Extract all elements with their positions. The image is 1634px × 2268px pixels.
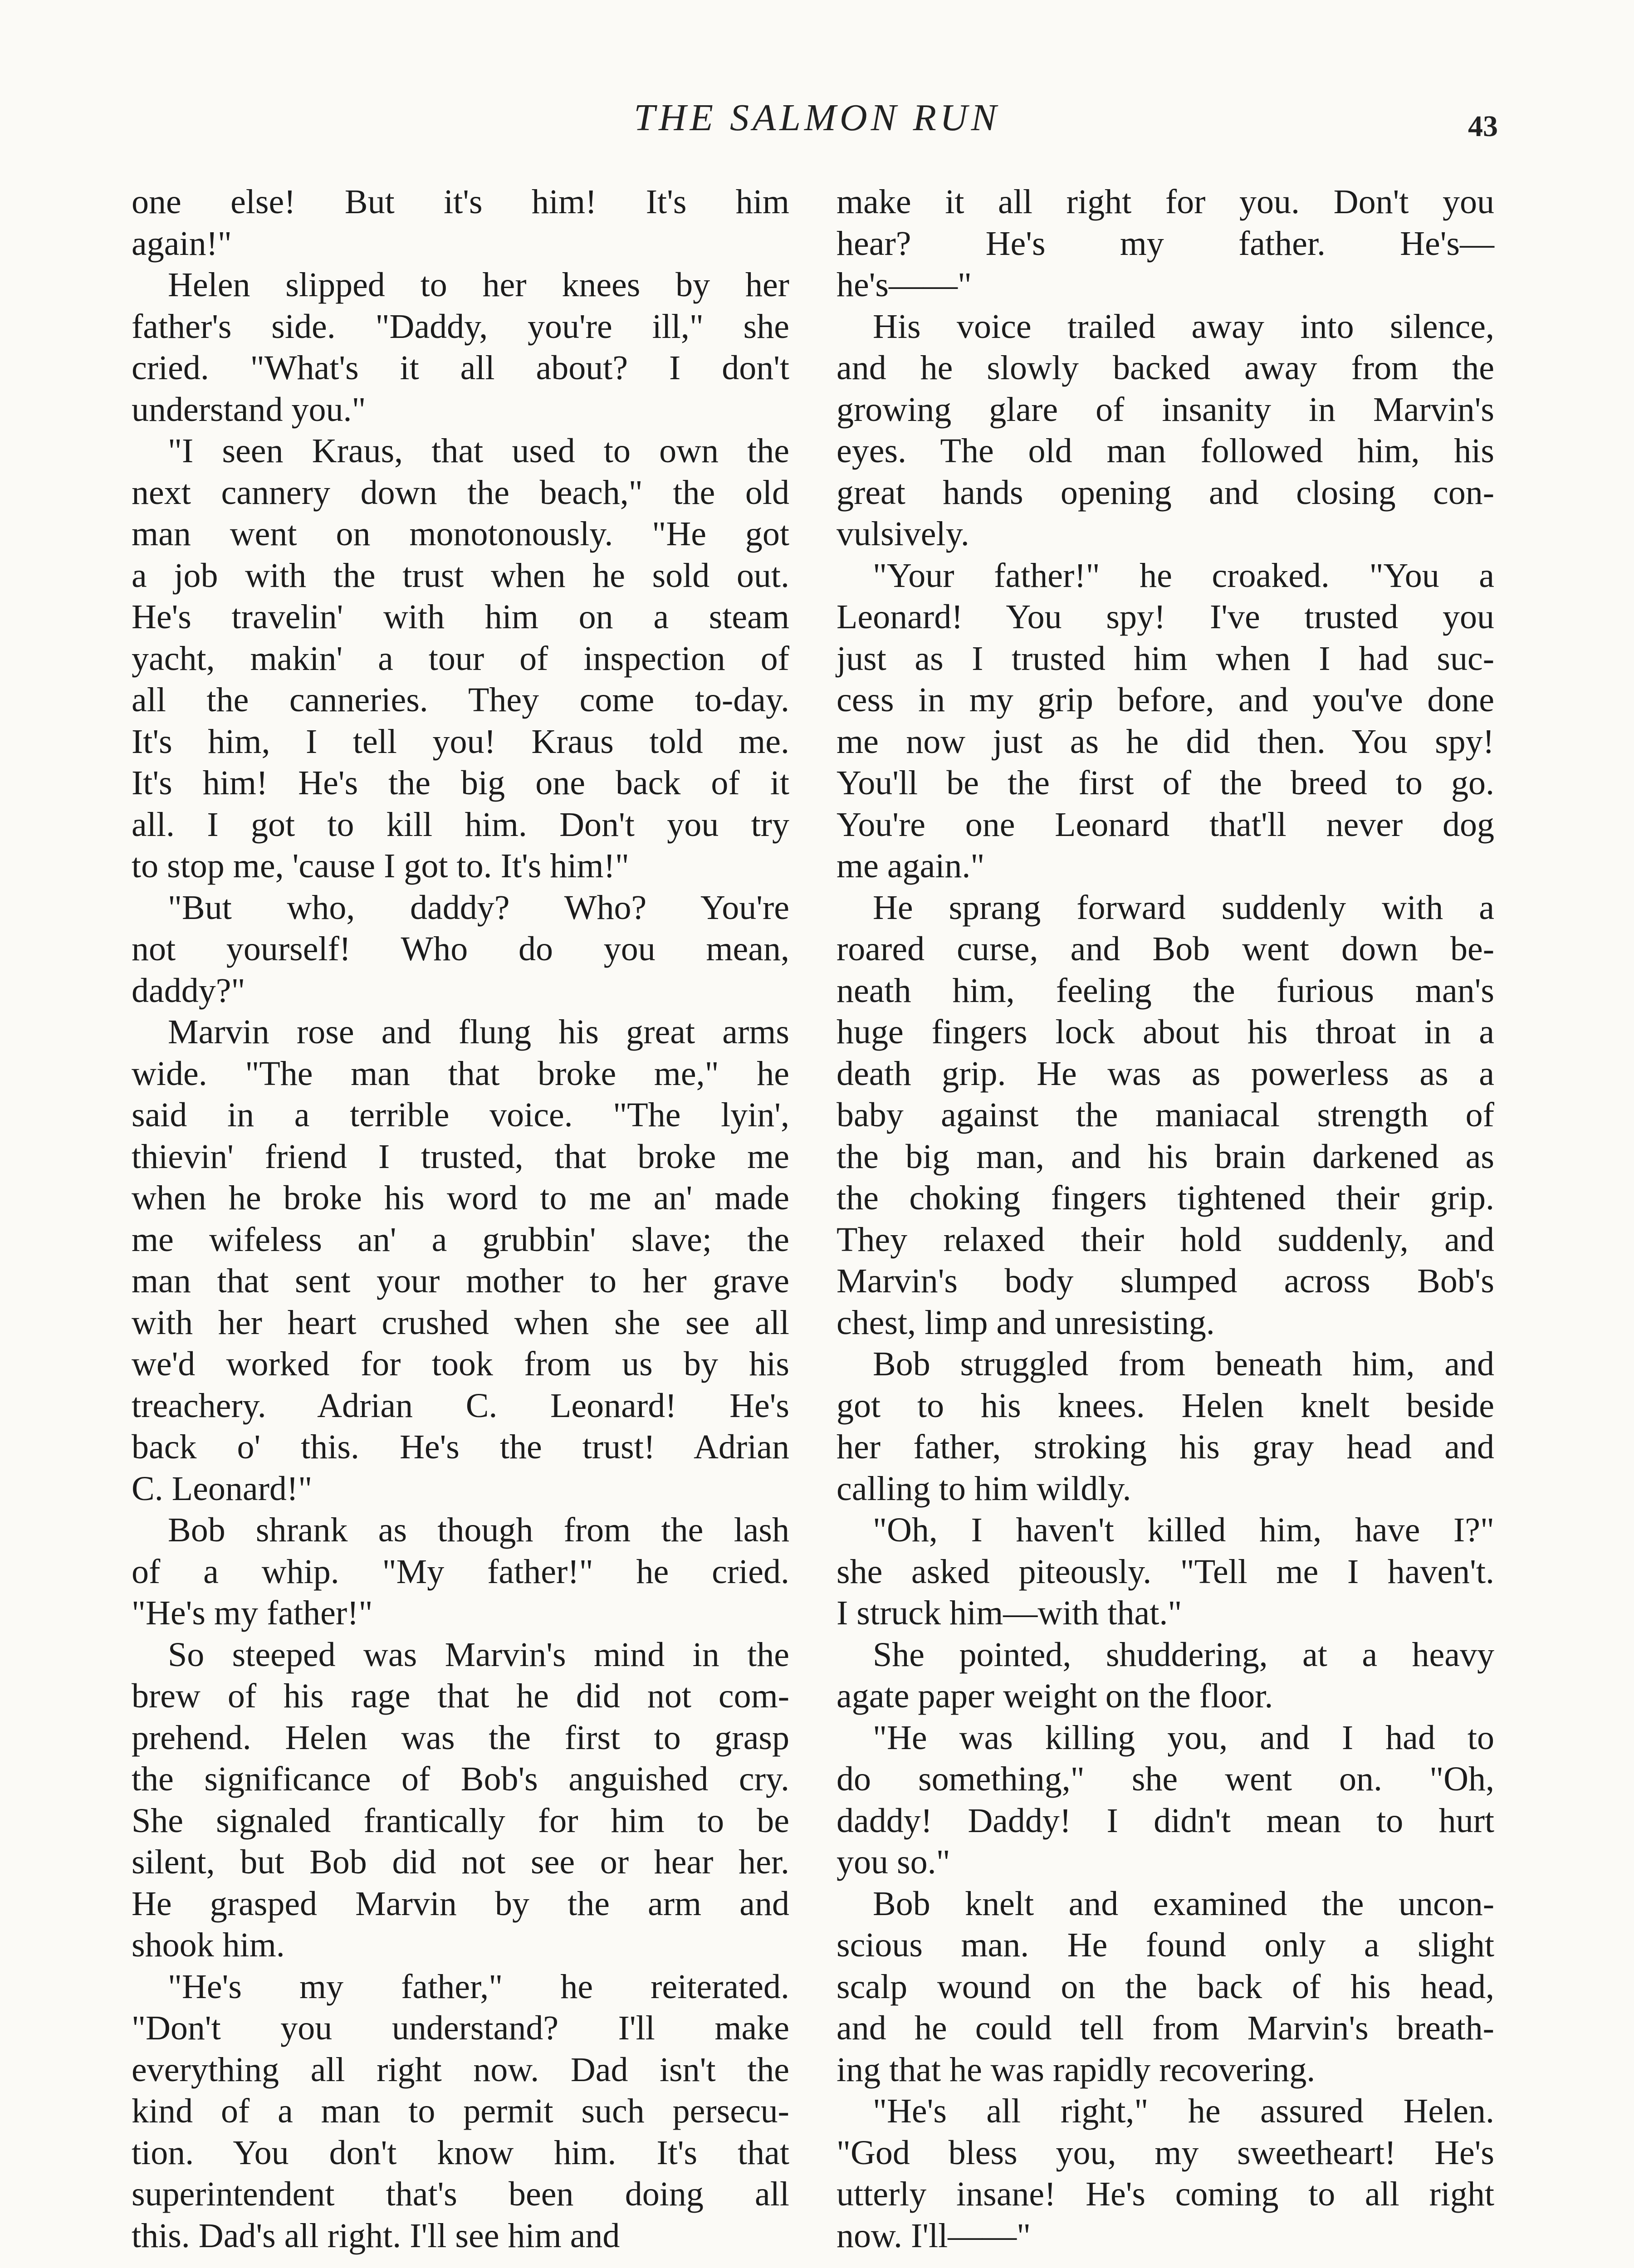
text-line: "Your father!" he croaked. "You a bbox=[873, 556, 1494, 595]
text-line: with her heart crushed when she see all bbox=[132, 1303, 789, 1342]
text-line: It's him! He's the big one back of it bbox=[132, 764, 789, 802]
text-line: "Oh, I haven't killed him, have I?" bbox=[873, 1511, 1494, 1549]
text-line: ing that he was rapidly recovering. bbox=[837, 2050, 1316, 2089]
text-line: huge fingers lock about his throat in a bbox=[837, 1013, 1494, 1051]
text-line: They relaxed their hold suddenly, and bbox=[837, 1220, 1494, 1259]
text-line: Helen slipped to her knees by her bbox=[168, 266, 789, 304]
text-line: said in a terrible voice. "The lyin', bbox=[132, 1096, 789, 1134]
text-line: me wifeless an' a grubbin' slave; the bbox=[132, 1220, 789, 1259]
text-line: She pointed, shuddering, at a heavy bbox=[873, 1635, 1494, 1674]
text-line: all the canneries. They come to-day. bbox=[132, 681, 789, 719]
text-line: she asked piteously. "Tell me I haven't. bbox=[837, 1552, 1494, 1591]
text-line: tion. You don't know him. It's that bbox=[132, 2133, 789, 2172]
text-line: She signaled frantically for him to be bbox=[132, 1801, 789, 1840]
text-line: baby against the maniacal strength of bbox=[837, 1096, 1494, 1134]
text-line: "He's my father!" bbox=[132, 1594, 373, 1632]
text-line: everything all right now. Dad isn't the bbox=[132, 2050, 789, 2089]
text-line: great hands opening and closing con- bbox=[837, 473, 1494, 512]
text-line: Bob knelt and examined the uncon- bbox=[873, 1884, 1494, 1923]
text-line: I struck him—with that." bbox=[837, 1594, 1182, 1632]
text-line: "He's all right," he assured Helen. bbox=[873, 2092, 1494, 2130]
text-line: It's him, I tell you! Kraus told me. bbox=[132, 722, 789, 761]
text-line: scious man. He found only a slight bbox=[837, 1926, 1494, 1964]
text-line: of a whip. "My father!" he cried. bbox=[132, 1552, 789, 1591]
text-line: the big man, and his brain darkened as bbox=[837, 1137, 1494, 1176]
text-line: shook him. bbox=[132, 1926, 285, 1964]
text-line: make it all right for you. Don't you bbox=[837, 183, 1494, 221]
text-line: vulsively. bbox=[837, 515, 969, 553]
text-line: and he could tell from Marvin's breath- bbox=[837, 2009, 1494, 2047]
text-line: Bob struggled from beneath him, and bbox=[873, 1345, 1494, 1383]
text-line: agate paper weight on the floor. bbox=[837, 1677, 1273, 1715]
text-line: silent, but Bob did not see or hear her. bbox=[132, 1843, 789, 1881]
text-column-left bbox=[132, 181, 789, 2257]
text-line: now. I'll——" bbox=[837, 2216, 1031, 2255]
text-line: me again." bbox=[837, 847, 985, 885]
text-line: wide. "The man that broke me," he bbox=[132, 1054, 789, 1093]
running-header-title: THE SALMON RUN bbox=[634, 97, 1000, 139]
text-line: roared curse, and Bob went down be- bbox=[837, 930, 1494, 968]
text-line: prehend. Helen was the first to grasp bbox=[132, 1718, 789, 1757]
text-line: understand you." bbox=[132, 390, 366, 429]
text-line: just as I trusted him when I had suc- bbox=[837, 639, 1494, 678]
text-line: not yourself! Who do you mean, bbox=[132, 930, 789, 968]
text-line: treachery. Adrian C. Leonard! He's bbox=[132, 1386, 789, 1425]
text-line: we'd worked for took from us by his bbox=[132, 1345, 789, 1383]
text-line: "But who, daddy? Who? You're bbox=[168, 888, 789, 927]
text-line: He's travelin' with him on a steam bbox=[132, 598, 789, 636]
text-line: thievin' friend I trusted, that broke me bbox=[132, 1137, 789, 1176]
text-line: "I seen Kraus, that used to own the bbox=[168, 432, 789, 470]
text-line: Marvin rose and flung his great arms bbox=[168, 1013, 789, 1051]
text-line: neath him, feeling the furious man's bbox=[837, 971, 1494, 1010]
text-line: father's side. "Daddy, you're ill," she bbox=[132, 307, 789, 346]
text-line: kind of a man to permit such persecu- bbox=[132, 2092, 789, 2130]
text-line: Marvin's body slumped across Bob's bbox=[837, 1262, 1494, 1300]
text-line: man that sent your mother to her grave bbox=[132, 1262, 789, 1300]
text-line: "He was killing you, and I had to bbox=[873, 1718, 1494, 1757]
text-line: when he broke his word to me an' made bbox=[132, 1179, 789, 1217]
text-line: You're one Leonard that'll never dog bbox=[837, 805, 1494, 844]
text-line: eyes. The old man followed him, his bbox=[837, 432, 1494, 470]
text-line: cess in my grip before, and you've done bbox=[837, 681, 1494, 719]
text-line: her father, stroking his gray head and bbox=[837, 1428, 1494, 1466]
page-number: 43 bbox=[1468, 110, 1498, 143]
text-line: hear? He's my father. He's— bbox=[837, 224, 1494, 263]
text-line: all. I got to kill him. Don't you try bbox=[132, 805, 789, 844]
text-line: He grasped Marvin by the arm and bbox=[132, 1884, 789, 1923]
text-line: "God bless you, my sweetheart! He's bbox=[837, 2133, 1494, 2172]
text-line: utterly insane! He's coming to all right bbox=[837, 2175, 1494, 2213]
text-line: a job with the trust when he sold out. bbox=[132, 556, 789, 595]
text-line: calling to him wildly. bbox=[837, 1469, 1131, 1508]
text-line: "He's my father," he reiterated. bbox=[168, 1967, 789, 2006]
text-line: the significance of Bob's anguished cry. bbox=[132, 1760, 789, 1798]
text-line: you so." bbox=[837, 1843, 950, 1881]
text-line: C. Leonard!" bbox=[132, 1469, 313, 1508]
text-line: me now just as he did then. You spy! bbox=[837, 722, 1494, 761]
text-line: he's——" bbox=[837, 266, 972, 304]
text-line: man went on monotonously. "He got bbox=[132, 515, 789, 553]
text-line: superintendent that's been doing all bbox=[132, 2175, 789, 2213]
text-line: daddy! Daddy! I didn't mean to hurt bbox=[837, 1801, 1494, 1840]
text-line: You'll be the first of the breed to go. bbox=[837, 764, 1494, 802]
text-line: again!" bbox=[132, 224, 232, 263]
text-line: His voice trailed away into silence, bbox=[873, 307, 1494, 346]
text-line: scalp wound on the back of his head, bbox=[837, 1967, 1494, 2006]
text-line: Leonard! You spy! I've trusted you bbox=[837, 598, 1494, 636]
text-line: daddy?" bbox=[132, 971, 245, 1010]
text-line: So steeped was Marvin's mind in the bbox=[168, 1635, 789, 1674]
text-line: got to his knees. Helen knelt beside bbox=[837, 1386, 1494, 1425]
text-line: chest, limp and unresisting. bbox=[837, 1303, 1215, 1342]
text-line: Bob shrank as though from the lash bbox=[168, 1511, 789, 1549]
text-line: the choking fingers tightened their grip. bbox=[837, 1179, 1494, 1217]
text-line: next cannery down the beach," the old bbox=[132, 473, 789, 512]
text-line: and he slowly backed away from the bbox=[837, 349, 1494, 387]
text-column-right bbox=[837, 181, 1494, 2257]
text-line: cried. "What's it all about? I don't bbox=[132, 349, 789, 387]
text-line: this. Dad's all right. I'll see him and bbox=[132, 2216, 620, 2255]
text-line: do something," she went on. "Oh, bbox=[837, 1760, 1494, 1798]
text-line: back o' this. He's the trust! Adrian bbox=[132, 1428, 789, 1466]
text-line: brew of his rage that he did not com- bbox=[132, 1677, 789, 1715]
text-line: one else! But it's him! It's him bbox=[132, 183, 789, 221]
text-line: death grip. He was as powerless as a bbox=[837, 1054, 1494, 1093]
text-line: growing glare of insanity in Marvin's bbox=[837, 390, 1494, 429]
text-line: yacht, makin' a tour of inspection of bbox=[132, 639, 789, 678]
text-line: He sprang forward suddenly with a bbox=[873, 888, 1494, 927]
text-line: "Don't you understand? I'll make bbox=[132, 2009, 789, 2047]
text-line: to stop me, 'cause I got to. It's him!" bbox=[132, 847, 629, 885]
